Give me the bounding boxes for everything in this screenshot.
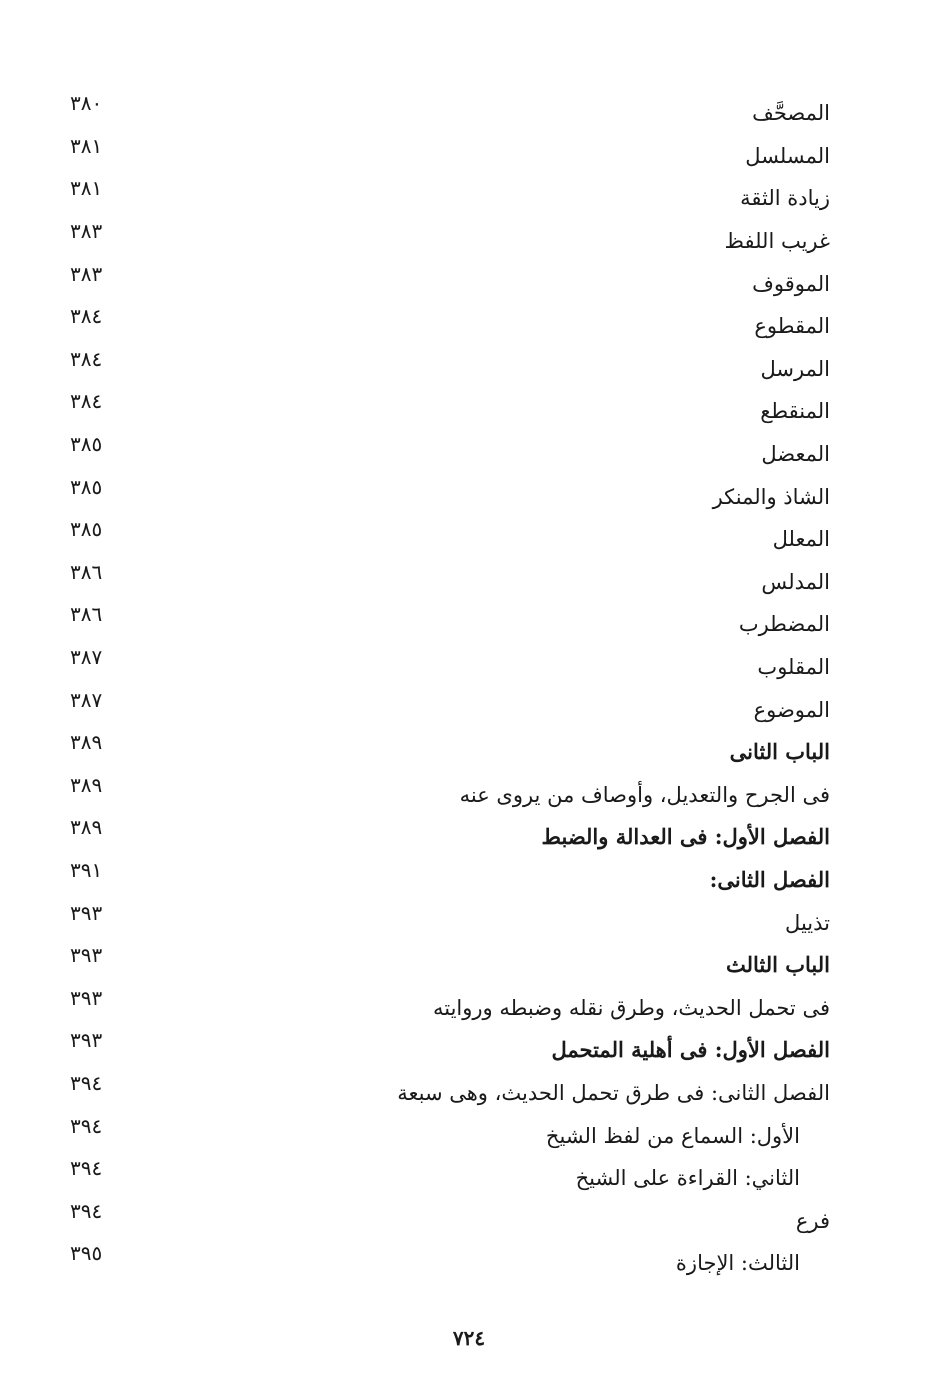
toc-entry: [70, 901, 830, 944]
toc-entry-page: ٣٩٣: [70, 985, 103, 1010]
toc-entry-page: ٣٨١: [70, 133, 103, 158]
toc-entry: [70, 390, 830, 433]
toc-entry-title: المسلسل: [745, 143, 830, 168]
toc-entry-title: فى الجرح والتعديل، وأوصاف من يروى عنه: [459, 782, 830, 807]
toc-entry: [70, 92, 830, 135]
toc-entry-title: المعضل: [761, 442, 830, 467]
toc-entry-page: ٣٨٣: [70, 261, 103, 286]
toc-entry-title: غريب اللفظ: [724, 229, 830, 254]
toc-entry: [70, 475, 830, 518]
toc-entry-title: الشاذ والمنكر: [712, 484, 830, 509]
toc-entry: [70, 774, 830, 817]
toc-entry-page: ٣٨١: [70, 176, 103, 201]
toc-entry-title: المقطوع: [754, 314, 830, 339]
toc-entry-title: الباب الثانى: [729, 739, 830, 765]
toc-entry-page: ٣٨٣: [70, 219, 103, 244]
toc-entry-title: الفصل الأول: فى أهلية المتحمل: [551, 1037, 830, 1063]
toc-entry-title: الثالث: الإجازة: [675, 1251, 800, 1276]
toc-entry-page: ٣٨٤: [70, 389, 103, 414]
toc-entry-title: تذييل: [785, 910, 830, 935]
toc-entry-title: المرسل: [760, 356, 830, 381]
toc-entry: [70, 859, 830, 902]
toc-entry-title: فى تحمل الحديث، وطرق نقله وضبطه وروايته: [432, 995, 830, 1020]
toc-entry-title: الأول: السماع من لفظ الشيخ: [545, 1123, 800, 1148]
toc-entry: [70, 986, 830, 1029]
toc-entry-title: الموضوع: [753, 697, 830, 722]
toc-entry: [70, 688, 830, 731]
toc-entry-page: ٣٨٩: [70, 772, 103, 797]
toc-entry-title: زيادة الثقة: [740, 186, 830, 211]
toc-entry-page: ٣٨٩: [70, 815, 103, 840]
table-of-contents: [70, 92, 830, 1285]
toc-entry-page: ٣٨٠: [70, 91, 103, 116]
toc-entry-page: ٣٩٤: [70, 1198, 103, 1223]
toc-entry: [70, 944, 830, 987]
toc-entry-page: ٣٨٩: [70, 730, 103, 755]
toc-entry-title: المقلوب: [757, 655, 830, 680]
toc-entry: [70, 731, 830, 774]
toc-entry-title: الثاني: القراءة على الشيخ: [575, 1166, 800, 1191]
toc-entry-page: ٣٨٧: [70, 687, 103, 712]
toc-entry-page: ٣٩٤: [70, 1113, 103, 1138]
toc-entry: [70, 135, 830, 178]
toc-entry-page: ٣٩٤: [70, 1070, 103, 1095]
toc-entry-page: ٣٨٥: [70, 432, 103, 457]
toc-entry-page: ٣٩٥: [70, 1241, 103, 1266]
page-number: ٧٢٤: [452, 1326, 486, 1350]
toc-entry: [70, 646, 830, 689]
toc-entry-page: ٣٨٦: [70, 559, 103, 584]
toc-entry: [70, 1072, 830, 1115]
toc-entry-title: الموقوف: [752, 271, 830, 296]
toc-entry-title: المصحَّف: [752, 101, 830, 126]
toc-entry: [70, 1157, 830, 1200]
toc-entry: [70, 518, 830, 561]
toc-entry-title: فرع: [795, 1208, 830, 1233]
toc-entry: [70, 816, 830, 859]
toc-entry: [70, 433, 830, 476]
toc-entry-page: ٣٨٦: [70, 602, 103, 627]
toc-entry-title: المنقطع: [760, 399, 830, 424]
toc-entry-title: الفصل الثانى: فى طرق تحمل الحديث، وهى سبعة: [397, 1080, 830, 1105]
toc-entry-page: ٣٩١: [70, 857, 103, 882]
toc-entry-page: ٣٨٤: [70, 346, 103, 371]
toc-entry-page: ٣٩٣: [70, 943, 103, 968]
toc-entry: [70, 220, 830, 263]
toc-entry: [70, 177, 830, 220]
toc-entry-title: المعلل: [772, 527, 830, 552]
toc-entry-title: المدلس: [761, 569, 830, 594]
toc-entry-title: المضطرب: [738, 612, 830, 637]
toc-entry: [70, 305, 830, 348]
toc-entry-page: ٣٨٧: [70, 645, 103, 670]
toc-entry-title: الفصل الثانى:: [709, 866, 830, 892]
toc-entry-title: الباب الثالث: [725, 952, 830, 978]
toc-entry: [70, 1114, 830, 1157]
toc-entry-page: ٣٩٤: [70, 1156, 103, 1181]
toc-entry: [70, 561, 830, 604]
toc-entry-page: ٣٩٣: [70, 1028, 103, 1053]
toc-entry-page: ٣٨٤: [70, 304, 103, 329]
toc-entry-page: ٣٩٣: [70, 900, 103, 925]
toc-entry: [70, 603, 830, 646]
toc-entry: [70, 1242, 830, 1285]
toc-entry: [70, 262, 830, 305]
toc-entry: [70, 1199, 830, 1242]
toc-entry: [70, 348, 830, 391]
toc-entry: [70, 1029, 830, 1072]
toc-entry-title: الفصل الأول: فى العدالة والضبط: [541, 824, 830, 850]
toc-entry-page: ٣٨٥: [70, 474, 103, 499]
toc-entry-page: ٣٨٥: [70, 517, 103, 542]
